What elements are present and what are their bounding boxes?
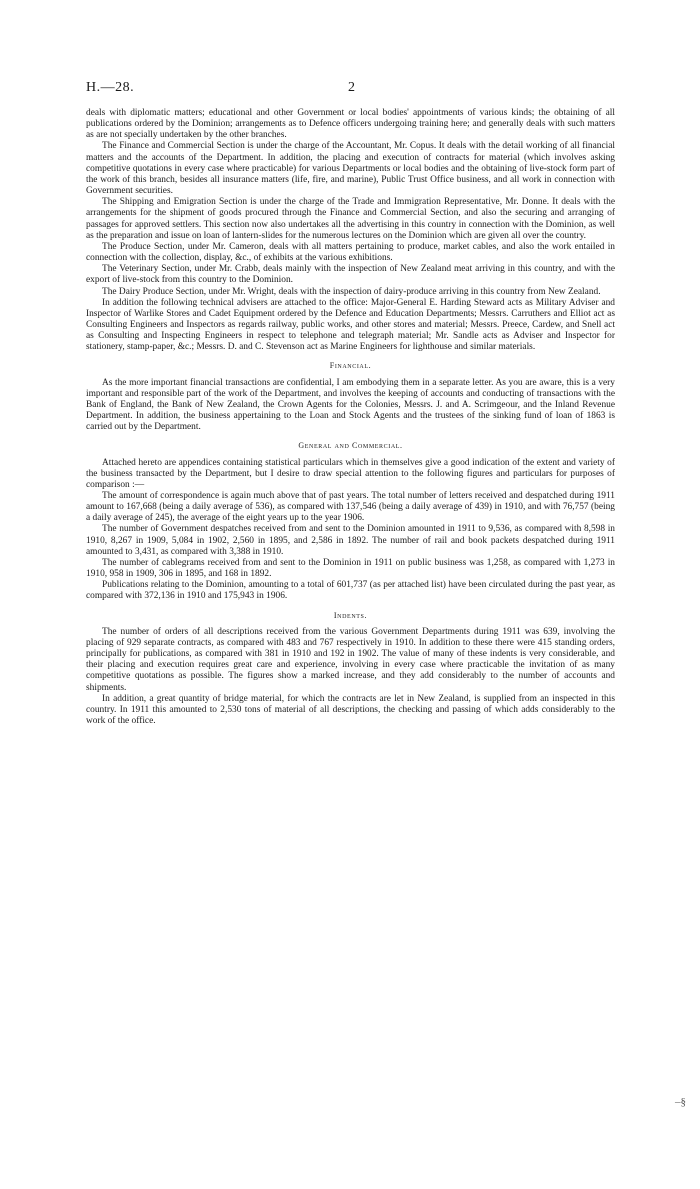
paragraph: The Veterinary Section, under Mr. Crabb, deals mainly with the inspection of New Zealand meat arriving in this country, and with the export of live-stock from this country to the Dominion. xyxy=(86,264,615,286)
paragraph: The Produce Section, under Mr. Cameron, deals with all matters pertaining to produce, market cables, and also the work entailed in connection with the collection, display, &c., of exhibits at the various exhibitions. xyxy=(86,241,615,264)
section-heading-indents: Indents. xyxy=(333,610,368,620)
paragraph: As the more important financial transactions are confidential, I am embodying them in a separate letter. As you are aware, this is a very important and responsible part of the work of the Department, and involves the keeping of accounts and conducting of transactions with the Bank of England, the Bank of New Zealand, the Crown Agents for the Colonies, Messrs. J. and A. Scrimgeour, and the Inland Revenue Department. In addition, the business appertaining to the Loan and Stock Agents and the trustees of the sinking fund of loan of 1863 is carried out by the Department. xyxy=(86,377,615,433)
paragraph: The Shipping and Emigration Section is under the charge of the Trade and Immigration Representative, Mr. Donne. It deals with the arrangements for the shipment of goods procured through the Finance and Commercial Section, and also the securing and arranging of passages for approved settlers. This section now also undertakes all the advertising in this country in connection with the Dominion, as well as the preparation and issue on loan of lantern-slides for the numerous lectures on the Dominion which are given all over the country. xyxy=(86,197,615,241)
page-number: 2 xyxy=(348,80,355,95)
paragraph: In addition, a great quantity of bridge material, for which the contracts are let in New Zealand, is supplied from an inspected in this country. In 1911 this amounted to 2,530 tons of material of all descriptions, the checking and passing of which adds considerably to the work of the office. xyxy=(86,693,615,726)
page-header xyxy=(86,80,634,98)
paragraph: The number of orders of all descriptions received from the various Government Departments during 1911 was 639, involving the placing of 929 separate contracts, as compared with 483 and 767 respectively in 1910. In addition to these there were 415 standing orders, principally for publications, as compared with 381 in 1910 and 192 in 1902. The value of many of these indents is very considerable, and their placing and execution requires great care and experience, involving in every case where practicable the invitation of as many competitive quotations as possible. The figures show a marked increase, and they add considerably to the number of accounts and shipments. xyxy=(86,626,615,693)
paragraph: The amount of correspondence is again much above that of past years. The total number of letters received and despatched during 1911 amount to 167,668 (being a daily average of 536), as compared with 137,546 (being a daily average of 439) in 1910, and with 76,757 (being a daily average of 245), the average of the eight years up to the year 1906. xyxy=(86,491,615,524)
paragraph: Attached hereto are appendices containing statistical particulars which in themselves give a good indication of the extent and variety of the business transacted by the Department, but I desire to draw special attention to the following figures and particulars for purposes of comparison :— xyxy=(86,457,615,490)
section-heading-financial: Financial. xyxy=(329,361,372,371)
paragraph: The Finance and Commercial Section is under the charge of the Accountant, Mr. Copus. It deals with the detail working of all financial matters and the accounts of the Department. In addition, the placing and execution of contracts for material (which involves asking competitive quotations in every case where practicable) for various Departments or local bodies and the obtaining of live-stock form part of the work of this branch, besides all insurance matters (life, fire, and marine), Public Trust Office business, and all work in connection with Government securities. xyxy=(86,141,615,197)
paragraph: deals with diplomatic matters; educational and other Government or local bodies' appointments of various kinds; the obtaining of all publications ordered by the Dominion; arrangements as to Defence officers undergoing training here; and generally deals with such matters as are not specially undertaken by the other branches. xyxy=(86,108,615,141)
paragraph: The number of Government despatches received from and sent to the Dominion amounted in 1911 to 9,536, as compared with 8,598 in 1910, 8,267 in 1909, 5,084 in 1902, 2,560 in 1895, and 2,586 in 1892. The number of rail and book packets despatched during 1911 amounted to 3,431, as compared with 3,388 in 1910. xyxy=(86,524,615,557)
paragraph: The Dairy Produce Section, under Mr. Wright, deals with the inspection of dairy-produce arriving in this country from New Zealand. xyxy=(102,286,601,297)
paragraph: In addition the following technical advisers are attached to the office: Major-General E. Harding Steward acts as Military Adviser and Inspector of Warlike Stores and Cadet Equipment ordered by the Defence and Education Departments; Messrs. Carruthers and Elliot act as Consulting Engineers and Inspectors as regards railway, public works, and other stores and material; Messrs. Preece, Cardew, and Snell act as Consulting and Inspecting Engineers in respect to telephone and telegraph material; Mr. Sandle acts as Adviser and Inspector for stationery, stamp-paper, &c.; Messrs. D. and C. Stevenson act as Marine Engineers for lighthouse and similar materials. xyxy=(86,297,615,353)
paragraph: Publications relating to the Dominion, amounting to a total of 601,737 (as per attached list) have been circulated during the past year, as compared with 372,136 in 1910 and 175,943 in 1906. xyxy=(86,580,615,602)
paragraph: The number of cablegrams received from and sent to the Dominion in 1911 on public business was 1,258, as compared with 1,273 in 1910, 958 in 1909, 306 in 1895, and 168 in 1892. xyxy=(86,557,615,580)
margin-mark: –§ xyxy=(675,1096,686,1108)
document-body xyxy=(86,108,615,727)
section-heading-general-commercial: General and Commercial. xyxy=(298,441,403,451)
document-reference: H.—28. xyxy=(86,80,135,95)
